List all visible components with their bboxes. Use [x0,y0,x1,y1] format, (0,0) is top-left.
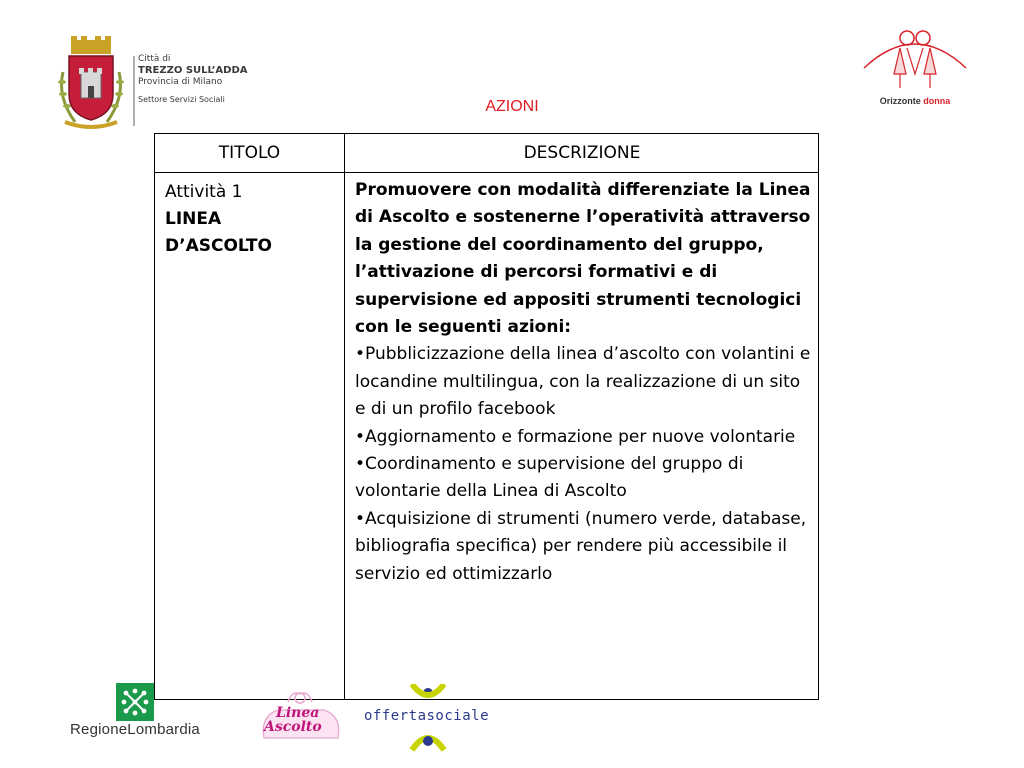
trezzo-logo [55,32,248,132]
page-title: AZIONI [485,98,539,115]
row-description-cell [355,177,813,588]
header-divider [155,172,818,173]
action-item: •Coordinamento e supervisione del gruppo di volontarie della Linea di Ascolto [355,454,744,502]
municipality-line4: Settore Servizi Sociali [138,95,225,104]
regione-lombardia-logo [60,683,210,743]
offertasociale-wordmark: offertasociale [364,708,490,724]
row-title-cell [165,179,340,260]
action-item: •Aggiornamento e formazione per nuove volontarie [355,426,796,447]
municipality-line1: Città di [138,54,171,64]
linea-word: Linea [276,705,320,721]
municipality-line2: TREZZO SULL’ADDA [138,65,248,76]
actions-table [154,133,819,700]
two-figures-icon [860,26,970,96]
activity-name-line1: LINEA [165,209,222,229]
rosa-camuna-icon [116,683,154,721]
municipal-crest-icon [55,32,127,132]
activity-label: Attività 1 [165,182,243,202]
description-intro: Promuovere con modalità differenziate la Linea di Ascolto e sostenerne l’operatività attraverso la gestione del coordinamento del gruppo, l’attivazione di percorsi formativi e di supervisione ed appositi strumenti tecnologici con le seguenti azioni: [355,180,811,338]
lombardia-wordmark: RegioneLombardia [70,721,200,738]
activity-name-line2: D’ASCOLTO [165,236,272,256]
donna-word: donna [923,96,951,106]
column-header-description: DESCRIZIONE [523,143,641,163]
offertasociale-logo [360,684,500,754]
municipality-line3: Provincia di Milano [138,77,223,87]
ascolto-word: Ascolto [264,719,322,735]
linea-ascolto-logo [258,688,344,748]
action-item: •Acquisizione di strumenti (numero verde, database, bibliografia specifica) per rendere più accessibile il servizio ed ottimizzarlo [355,508,807,584]
orizzonte-word: Orizzonte [879,96,921,106]
column-header-title: TITOLO [218,143,281,163]
action-item: •Pubblicizzazione della linea d’ascolto con volantini e locandine multilingua, con la realizzazione di un sito e di un profilo facebook [355,344,811,420]
column-divider [344,134,345,699]
